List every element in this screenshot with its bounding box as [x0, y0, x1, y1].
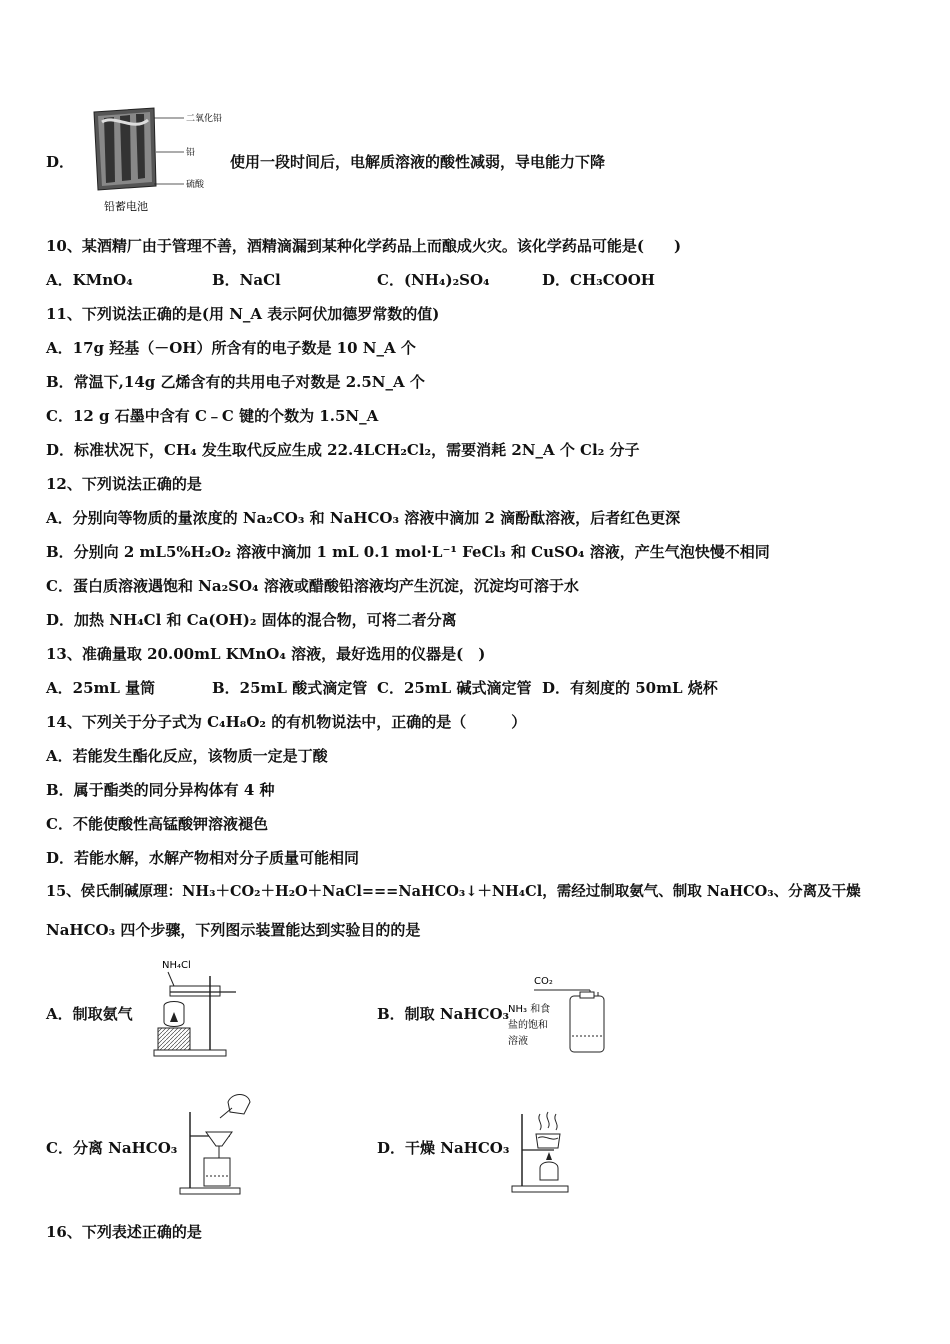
q12-option-c: C．蛋白质溶液遇饱和 Na₂SO₄ 溶液或醋酸铅溶液均产生沉淀，沉淀均可溶于水 [46, 577, 579, 595]
figure-a-label: NH₄Cl [162, 960, 191, 971]
q10-option-d: D．CH₃COOH [542, 271, 655, 289]
q13-option-d: D．有刻度的 50mL 烧杯 [542, 679, 718, 697]
figure-b-label-2: 盐的饱和 [508, 1020, 548, 1031]
figure-d-drying-apparatus [508, 1104, 578, 1196]
figure-b-bottle-apparatus [506, 972, 606, 1058]
q13-option-b: B．25mL 酸式滴定管 [212, 679, 368, 697]
q10-option-b: B．NaCl [212, 271, 281, 289]
battery-caption: 铅蓄电池 [104, 200, 148, 213]
q12-option-b: B．分别向 2 mL5%H₂O₂ 溶液中滴加 1 mL 0.1 mol·L⁻¹ FeCl₃ 和 CuSO₄ 溶液，产生气泡快慢不相同 [46, 543, 770, 561]
q15-option-c: C．分离 NaHCO₃ [46, 1139, 178, 1157]
battery-label-pb: 铅 [186, 148, 196, 158]
q11-option-a: A．17g 羟基（－OH）所含有的电子数是 10 N_A 个 [46, 339, 416, 357]
figure-b-label-3: 溶液 [508, 1036, 528, 1047]
q15-option-b: B．制取 NaHCO₃ [377, 1005, 510, 1023]
q12-stem: 12、下列说法正确的是 [46, 475, 202, 493]
q10-stem: 10、某酒精厂由于管理不善，酒精滴漏到某种化学药品上而酿成火灾。该化学药品可能是( ) [46, 237, 682, 255]
q11-option-b: B．常温下,14g 乙烯含有的共用电子对数是 2.5N_A 个 [46, 373, 425, 391]
q11-option-d: D．标准状况下，CH₄ 发生取代反应生成 22.4LCH₂Cl₂，需要消耗 2N_A 个 Cl₂ 分子 [46, 441, 640, 459]
lead-battery-figure [84, 104, 234, 216]
q14-option-d: D．若能水解，水解产物相对分子质量可能相同 [46, 849, 360, 867]
q15-stem-line2: NaHCO₃ 四个步骤，下列图示装置能达到实验目的的是 [46, 921, 421, 939]
q14-stem: 14、下列关于分子式为 C₄H₈O₂ 的有机物说法中，正确的是（ ） [46, 713, 527, 731]
q13-stem: 13、准确量取 20.00mL KMnO₄ 溶液，最好选用的仪器是( ) [46, 645, 486, 663]
q9-option-d-text: 使用一段时间后，电解质溶液的酸性减弱，导电能力下降 [230, 153, 606, 171]
figure-a-ammonia-apparatus [150, 956, 240, 1060]
q14-option-b: B．属于酯类的同分异构体有 4 种 [46, 781, 275, 799]
q13-option-a: A．25mL 量筒 [46, 679, 156, 697]
q16-stem: 16、下列表述正确的是 [46, 1223, 202, 1241]
q15-option-a: A．制取氨气 [46, 1005, 133, 1023]
q12-option-a: A．分别向等物质的量浓度的 Na₂CO₃ 和 NaHCO₃ 溶液中滴加 2 滴酚酞溶液，后者红色更深 [46, 509, 681, 527]
q9-option-d-label: D． [46, 153, 75, 171]
q15-stem-line1: 15、侯氏制碱原理：NH₃＋CO₂＋H₂O＋NaCl===NaHCO₃↓＋NH₄Cl，需经过制取氨气、制取 NaHCO₃、分离及干燥 [46, 883, 861, 900]
q10-option-a: A．KMnO₄ [46, 271, 133, 289]
figure-c-filtration-apparatus [176, 1088, 256, 1198]
q11-option-c: C．12 g 石墨中含有 C﹣C 键的个数为 1.5N_A [46, 407, 379, 425]
q12-option-d: D．加热 NH₄Cl 和 Ca(OH)₂ 固体的混合物，可将二者分离 [46, 611, 457, 629]
battery-label-acid: 硫酸 [186, 180, 205, 190]
battery-label-pbo2: 二氧化铅 [186, 114, 223, 124]
figure-b-label-1: NH₃ 和食 [508, 1004, 551, 1015]
battery-body [94, 108, 156, 190]
q10-option-c: C．(NH₄)₂SO₄ [377, 271, 490, 289]
q11-stem: 11、下列说法正确的是(用 N_A 表示阿伏加德罗常数的值) [46, 305, 440, 323]
q14-option-c: C．不能使酸性高锰酸钾溶液褪色 [46, 815, 268, 833]
figure-b-co2: CO₂ [534, 976, 553, 987]
q15-option-d: D．干燥 NaHCO₃ [377, 1139, 510, 1157]
q13-option-c: C．25mL 碱式滴定管 [377, 679, 532, 697]
q14-option-a: A．若能发生酯化反应，该物质一定是丁酸 [46, 747, 328, 765]
